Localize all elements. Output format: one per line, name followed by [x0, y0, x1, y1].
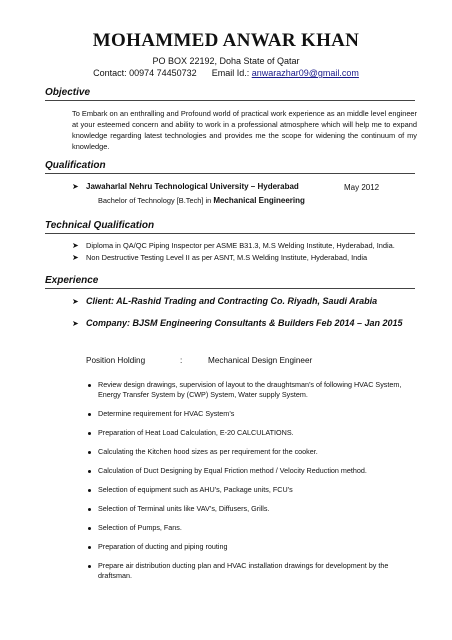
qualification-heading: Qualification: [45, 160, 106, 171]
technical-item: [72, 253, 367, 262]
position-value: Mechanical Design Engineer: [208, 356, 313, 365]
client-line: [72, 296, 377, 306]
position-separator: :: [180, 356, 183, 365]
arrow-bullet-icon: ➤: [72, 297, 79, 306]
arrow-bullet-icon: ➤: [72, 319, 79, 328]
contact-phone: Contact: 00974 74450732: [93, 68, 197, 78]
duty-item: Preparation of Heat Load Calculation, E-20 CALCULATIONS.: [88, 428, 418, 438]
technical-item: [72, 241, 395, 250]
university-name: Jawaharlal Nehru Technological University – Hyderabad: [86, 182, 299, 191]
client-text: Client: AL-Rashid Trading and Contracting Co. Riyadh, Saudi Arabia: [86, 296, 378, 306]
technical-heading: Technical Qualification: [45, 220, 155, 231]
position-label: Position Holding: [86, 356, 146, 365]
duty-item: Determine requirement for HVAC System’s: [88, 409, 418, 419]
duty-item: Calculating the Kitchen hood sizes as per requirement for the cooker.: [88, 447, 418, 457]
address: PO BOX 22192, Doha State of Qatar: [152, 56, 300, 66]
duty-item: Selection of Pumps, Fans.: [88, 523, 418, 533]
university-line: [72, 182, 299, 191]
employment-period: Feb 2014 – Jan 2015: [316, 318, 403, 328]
arrow-bullet-icon: ➤: [72, 182, 79, 191]
duty-item: Selection of Terminal units like VAV’s, Diffusers, Grills.: [88, 504, 418, 514]
qualification-date: May 2012: [344, 183, 380, 192]
qualification-divider: [45, 173, 415, 174]
email-label: Email Id.:: [211, 68, 250, 78]
objective-divider: [45, 100, 415, 101]
arrow-bullet-icon: ➤: [72, 253, 79, 262]
objective-heading: Objective: [45, 87, 91, 98]
experience-heading: Experience: [45, 275, 99, 286]
contact-line: [0, 68, 452, 78]
duty-item: Calculation of Duct Designing by Equal Friction method / Velocity Reduction method.: [88, 466, 418, 476]
duty-item: Preparation of ducting and piping routing: [88, 542, 418, 552]
duty-item: Selection of equipment such as AHU’s, Package units, FCU’s: [88, 485, 418, 495]
email-link[interactable]: anwarazhar09@gmail.com: [251, 68, 359, 78]
experience-divider: [45, 288, 415, 289]
degree-field: Mechanical Engineering: [213, 196, 305, 205]
technical-item-text: Diploma in QA/QC Piping Inspector per ASME B31.3, M.S Welding Institute, Hyderabad, India.: [86, 241, 395, 250]
company-line: [72, 318, 314, 328]
company-text: Company: BJSM Engineering Consultants & Builders: [86, 318, 315, 328]
arrow-bullet-icon: ➤: [72, 241, 79, 250]
degree-prefix: Bachelor of Technology [B.Tech] in: [98, 196, 214, 205]
technical-divider: [45, 233, 415, 234]
duty-item: Review design drawings, supervision of layout to the draughtsman’s of following HVAC System, Energy Transfer System by (CWP) System, Water supply System.: [88, 380, 418, 400]
candidate-name: MOHAMMED ANWAR KHAN: [92, 30, 360, 51]
duty-item: Prepare air distribution ducting plan and HVAC installation drawings for development by the draftsman.: [88, 561, 418, 581]
degree-line: [98, 196, 305, 205]
duties-list: [88, 380, 418, 581]
objective-text: To Embark on an enthralling and Profound world of practical work experience as an middle level engineer at your esteemed concern and ability to work in a professional atmosphere which will help me to expand knowledge regarding latest technologies and provides me the scope for widening the continuum of my knowledge.: [72, 109, 417, 151]
technical-item-text: Non Destructive Testing Level II as per ASNT, M.S Welding Institute, Hyderabad, India: [86, 253, 368, 262]
